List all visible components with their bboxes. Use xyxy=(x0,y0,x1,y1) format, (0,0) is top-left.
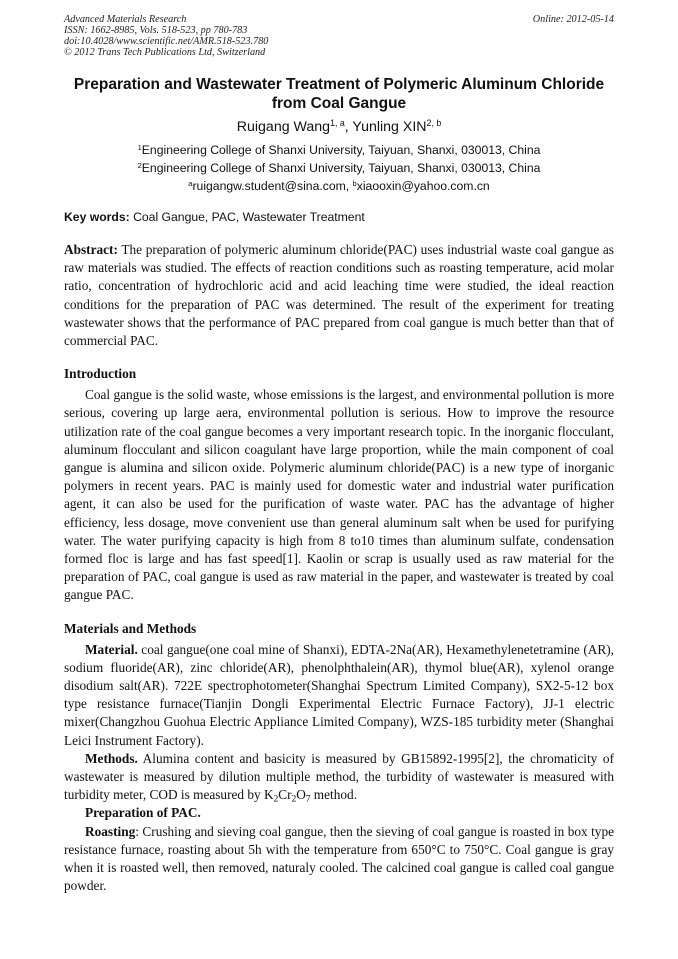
abstract-text: The preparation of polymeric aluminum chloride(PAC) uses industrial waste coal gangue as raw materials was studied. The effects of reaction conditions such as roasting temperature, acid molar ratio, concentration of hydrochloric acid and acid leaching time were studied, the ideal reaction conditions for the preparation of PAC was determined. The result of the experiment for treating wastewater shows that the performance of PAC prepared from coal gangue is much better than that of commercial PAC. xyxy=(64,242,614,349)
methods-text-end: method. xyxy=(310,787,358,803)
author-separator: , xyxy=(344,119,353,135)
abstract-label: Abstract: xyxy=(64,242,118,257)
affiliation-mark: 2 xyxy=(137,160,142,170)
online-date: Online: 2012-05-14 xyxy=(532,14,614,25)
introduction-paragraph: Coal gangue is the solid waste, whose emissions is the largest, and environmental pollution is more serious, covering up large aera, environmental pollution is serious. How to improve the resource utilization rate of the coal gangue becomes a very important research topic. In the inorganic flocculant, aluminum flocculant and silicon coagulant have large proportion, while the main component of coal gangue is alumina and silicon oxide. Polymeric aluminum chloride(PAC) is a new type of inorganic polymers in recent years. PAC is mainly used for domestic water and industrial water purification agent, it can also be used for the purification of waste water. PAC has the advantage of higher efficiency, less dosage, move convenient use than general aluminum salt when be used for purifying water. The water purifying capacity is high from 8 to10 times than aluminum sulfate, condensation formed floc is large and has fast speed[1]. Kaolin or scrap is usually used as raw material for the preparation of PAC, coal gangue is used as raw material in the paper, and wastewater is treated by coal gangue PAC. xyxy=(64,387,614,603)
keywords xyxy=(64,209,614,225)
methods-label: Methods. xyxy=(85,750,138,766)
formula-subscript: 2 xyxy=(273,794,279,805)
email-line xyxy=(64,177,614,195)
keywords-label: Key words: xyxy=(64,210,130,224)
affiliation xyxy=(64,141,614,159)
issn-line: ISSN: 1662-8985, Vols. 518-523, pp 780-783 xyxy=(64,25,248,36)
author-list xyxy=(64,118,614,136)
copyright-line: © 2012 Trans Tech Publications Ltd, Switzerland xyxy=(64,47,266,58)
material-paragraph xyxy=(64,641,614,750)
affiliation-mark: 1 xyxy=(137,142,142,152)
affiliation xyxy=(64,159,614,177)
author-name: Yunling XIN xyxy=(352,119,427,135)
roasting-text: : Crushing and sieving coal gangue, then the sieving of coal gangue is roasted in box type resistance furnace, roasting about 5h with the temperature from 650°C to 750°C. Coal gangue is gray when it is roasted well, then removed, naturaly cooled. The calcined coal gangue is called coal gangue powder. xyxy=(64,823,614,894)
material-label: Material. xyxy=(85,641,138,657)
formula-part: O xyxy=(296,787,306,803)
keywords-text: Coal Gangue, PAC, Wastewater Treatment xyxy=(129,210,365,224)
email-mark: b xyxy=(352,178,357,188)
doi-line: doi:10.4028/www.scientific.net/AMR.518-523.780 xyxy=(64,36,269,47)
methods-text: Alumina content and basicity is measured by GB15892-1995[2], the chromaticity of wastewater is measured by dilution multiple method, the turbidity of wastewater is measured with turbidity meter, COD is measured by K xyxy=(64,750,614,803)
formula-part: Cr xyxy=(278,787,292,803)
author-affil-mark: 2, b xyxy=(426,118,442,129)
roasting-paragraph xyxy=(64,823,614,896)
journal-header xyxy=(64,14,614,58)
abstract xyxy=(64,241,614,350)
section-heading-introduction: Introduction xyxy=(64,366,137,382)
author-name: Ruigang Wang xyxy=(236,119,331,135)
section-heading-methods: Materials and Methods xyxy=(64,620,197,636)
formula-subscript: 2 xyxy=(291,794,297,805)
material-text: coal gangue(one coal mine of Shanxi), EDTA-2Na(AR), Hexamethylenetetramine (AR), sodium fluoride(AR), zinc chloride(AR), phenolphthalein(AR), thymol blue(AR), xylenol orange disodium salt(AR). 722E spectrophotometer(Shanghai Spectrum Limited Company), SX2-5-12 box type resistance furnace(Tianjin Dongli Experimental Electric Furnace Factory), JJ-1 electric mixer(Changzhou Guohua Electric Appliance Limited Company), WZS-185 turbidity meter (Shanghai Leici Instrument Factory). xyxy=(64,641,614,748)
affiliation-text: Engineering College of Shanxi University, Taiyuan, Shanxi, 030013, China xyxy=(141,143,541,157)
email-address[interactable]: ruigangw.student@sina.com, xyxy=(192,179,353,193)
subsection-heading-preparation: Preparation of PAC. xyxy=(85,805,201,821)
methods-paragraph xyxy=(64,750,614,805)
email-mark: a xyxy=(188,178,193,188)
email-address[interactable]: xiaooxin@yahoo.com.cn xyxy=(356,179,490,193)
formula-subscript: 7 xyxy=(305,794,311,805)
author-affil-mark: 1, a xyxy=(330,118,345,129)
affiliation-text: Engineering College of Shanxi University, Taiyuan, Shanxi, 030013, China xyxy=(141,161,541,175)
journal-name: Advanced Materials Research xyxy=(64,14,187,25)
roasting-label: Roasting xyxy=(85,823,136,839)
paper-title: Preparation and Wastewater Treatment of Polymeric Aluminum Chloride from Coal Gangue xyxy=(73,76,605,112)
